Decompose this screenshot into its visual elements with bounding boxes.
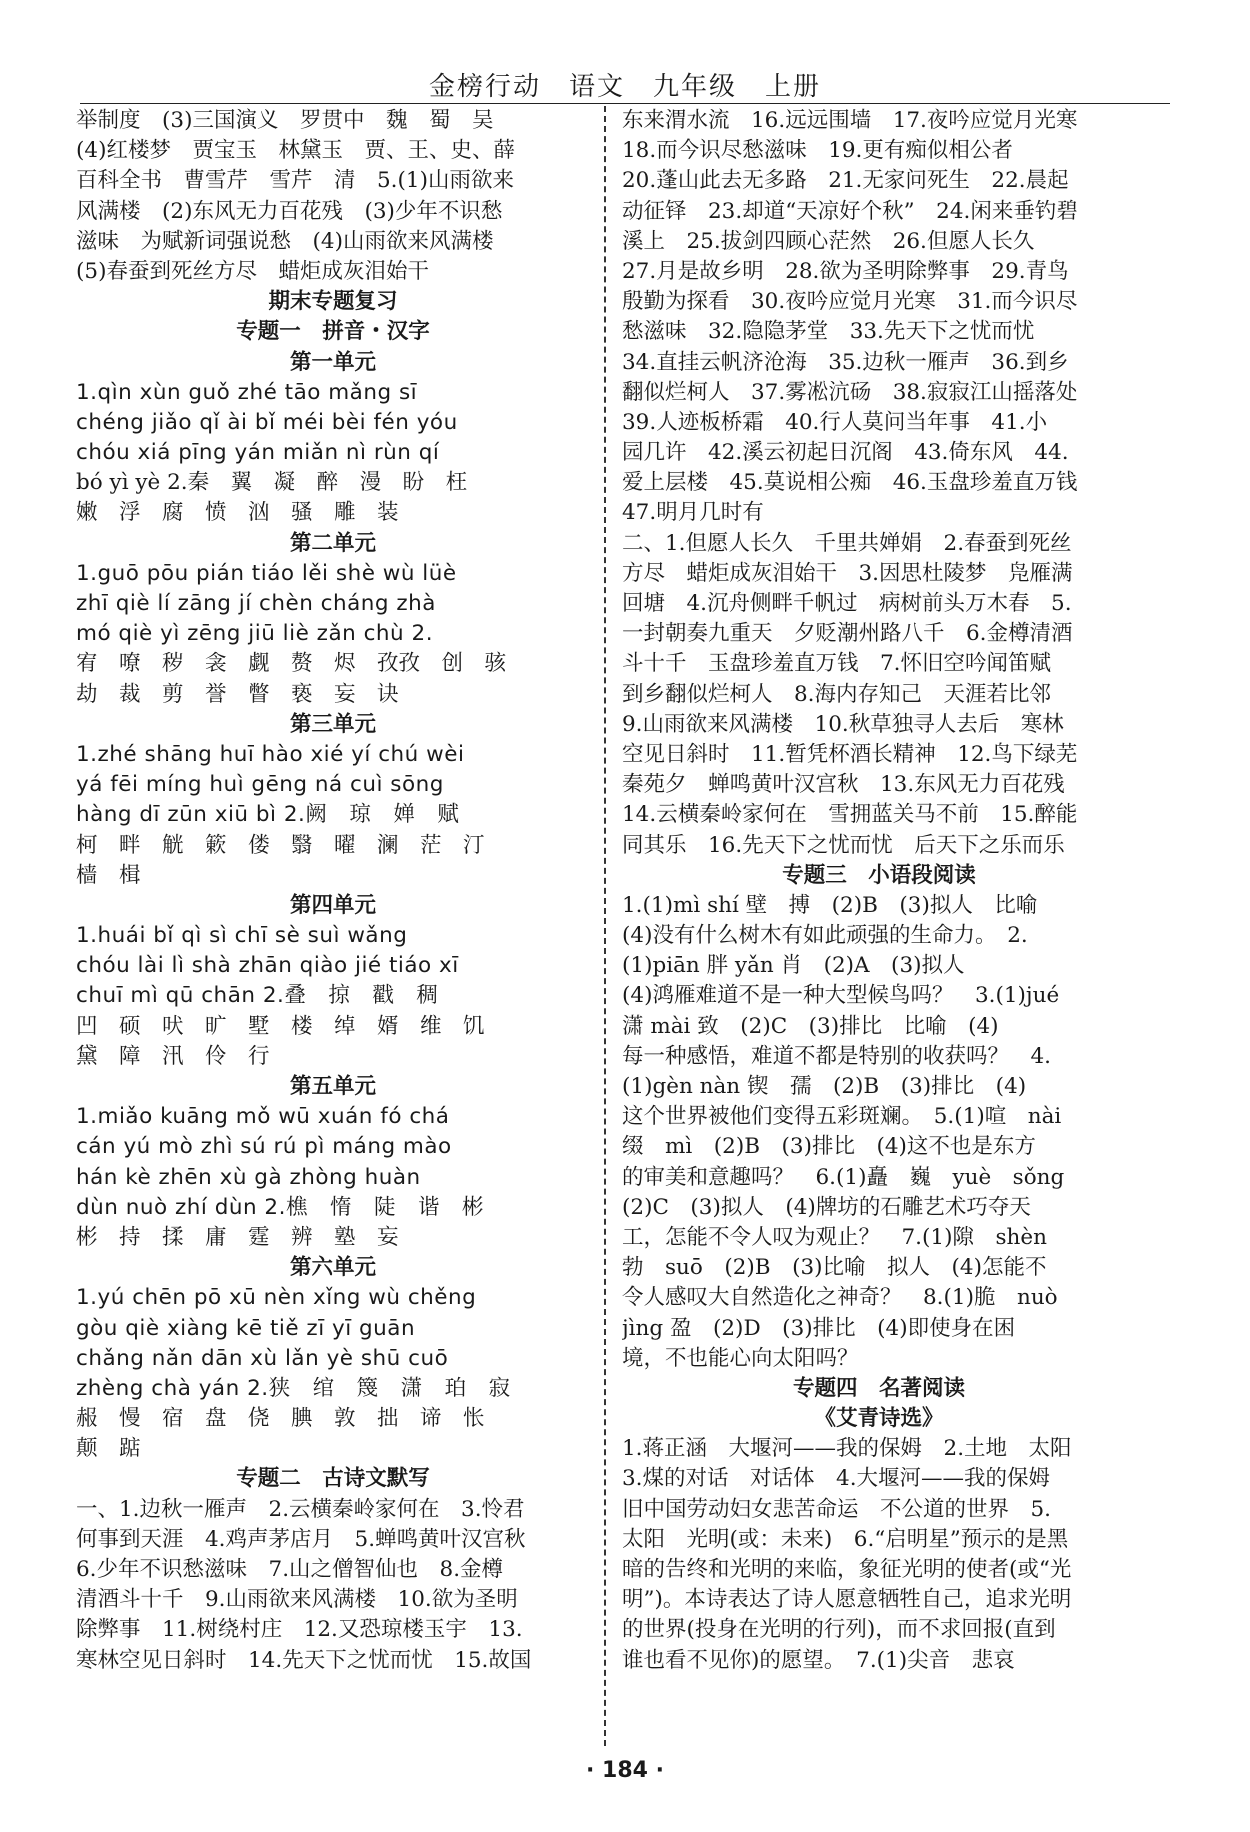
answer-line: 樯 楫 — [76, 862, 141, 888]
answer-line: (4)没有什么树木有如此顽强的生命力。 2. — [622, 923, 1028, 949]
answer-line: 1.guō pōu pián tiáo lěi shè wù lüè — [76, 560, 457, 586]
answer-line: 谁也看不见你)的愿望。 7.(1)尖音 悲哀 — [622, 1647, 1015, 1673]
answer-line: 暗的告终和光明的来临，象征光明的使者(或“光 — [622, 1557, 1072, 1582]
answer-line: 动征铎 23.却道“天凉好个秋” 24.闲来垂钓碧 — [622, 198, 1078, 224]
section-heading: 专题三 小语段阅读 — [782, 862, 976, 888]
answer-line: hán kè zhēn xù gà zhòng huàn — [76, 1164, 421, 1190]
answer-line: (1)piān 胖 yǎn 肖 (2)A (3)拟人 — [622, 953, 965, 979]
answer-line: chuī mì qū chān 2.叠 掠 戳 稠 — [76, 983, 439, 1009]
right-column — [622, 106, 1136, 1676]
answer-line: 这个世界被他们变得五彩斑斓。 5.(1)喧 nài — [622, 1104, 1062, 1130]
answer-line: 1.蒋正涵 大堰河——我的保姆 2.土地 太阳 — [622, 1436, 1072, 1462]
answer-line: bó yì yè 2.秦 翼 凝 醉 漫 盼 枉 — [76, 470, 468, 496]
answer-line: (5)春蚕到死丝方尽 蜡炬成灰泪始干 — [76, 258, 429, 284]
answer-line: chóu lài lì shà zhān qiào jié tiáo xī — [76, 953, 459, 979]
section-heading: 专题四 名著阅读 — [792, 1375, 965, 1401]
answer-line: 黛 障 汛 伶 行 — [76, 1043, 270, 1069]
answer-line: hàng dī zūn xiū bì 2.阙 琼 婵 赋 — [76, 802, 460, 828]
answer-line: 一、1.边秋一雁声 2.云横秦岭家何在 3.怜君 — [76, 1496, 525, 1522]
answer-line: 赧 慢 宿 盘 侥 腆 敦 拙 谛 怅 — [76, 1406, 485, 1432]
answer-line: 嫩 浮 腐 愤 汹 骚 雕 装 — [76, 500, 399, 526]
answer-line: 缀 mì (2)B (3)排比 (4)这不也是东方 — [622, 1134, 1036, 1160]
answer-line: 颠 踮 — [76, 1436, 141, 1462]
answer-line: 3.煤的对话 对话体 4.大堰河——我的保姆 — [622, 1466, 1051, 1492]
answer-line: 方尽 蜡炬成灰泪始干 3.因思杜陵梦 凫雁满 — [622, 560, 1073, 586]
answer-line: 令人感叹大自然造化之神奇？ 8.(1)脆 nuò — [622, 1285, 1058, 1311]
answer-line: cán yú mò zhì sú rú pì máng mào — [76, 1134, 452, 1160]
answer-line: 1.huái bǐ qì sì chī sè suì wǎng — [76, 923, 408, 949]
answer-line: 愁滋味 32.隐隐茅堂 33.先天下之忧而忧 — [622, 319, 1035, 345]
answer-line: mó qiè yì zēng jiū liè zǎn chù 2. — [76, 621, 434, 647]
section-heading: 《艾青诗选》 — [814, 1406, 944, 1432]
answer-line: 旧中国劳动妇女悲苦命运 不公道的世界 5. — [622, 1496, 1052, 1522]
page-number: · 184 · — [586, 1758, 664, 1783]
answer-line: jìng 盈 (2)D (3)排比 (4)即使身在困 — [622, 1315, 1016, 1341]
answer-line: 潇 mài 致 (2)C (3)排比 比喻 (4) — [622, 1013, 999, 1039]
answer-line: 47.明月几时有 — [622, 500, 764, 526]
answer-line: 溪上 25.拔剑四顾心茫然 26.但愿人长久 — [622, 228, 1035, 254]
section-heading: 专题一 拼音・汉字 — [236, 319, 430, 345]
answer-line: (2)C (3)拟人 (4)牌坊的石雕艺术巧夺天 — [622, 1194, 1031, 1220]
answer-line: 工，怎能不令人叹为观止？ 7.(1)隙 shèn — [622, 1224, 1047, 1250]
answer-line: 凹 硕 吠 旷 墅 楼 绰 婿 维 饥 — [76, 1013, 485, 1039]
answer-line: 百科全书 曹雪芹 雪芹 清 5.(1)山雨欲来 — [76, 168, 514, 194]
answer-line: chǎng nǎn dān xù lǎn yè shū cuō — [76, 1345, 449, 1371]
answer-line: 1.yú chēn pō xū nèn xǐng wù chěng — [76, 1285, 477, 1311]
answer-line: 柯 畔 觥 簌 偻 翳 曜 澜 茫 汀 — [76, 832, 485, 858]
answer-line: 二、1.但愿人长久 千里共婵娟 2.春蚕到死丝 — [622, 530, 1072, 556]
left-column — [76, 106, 590, 1676]
answer-line: 宥 嘹 秽 衾 觑 赘 烬 孜孜 创 骇 — [76, 651, 507, 677]
answer-line: zhī qiè lí zāng jí chèn cháng zhà — [76, 591, 436, 616]
answer-line: 的审美和意趣吗？ 6.(1)矗 巍 yuè sǒng — [622, 1164, 1065, 1190]
answer-line: 1.(1)mì shí 壁 搏 (2)B (3)拟人 比喻 — [622, 892, 1038, 918]
section-heading: 第一单元 — [289, 349, 376, 375]
column-divider — [604, 106, 606, 1746]
answer-line: 殷勤为探看 30.夜吟应觉月光寒 31.而今识尽 — [622, 289, 1078, 315]
section-heading: 第二单元 — [289, 530, 376, 556]
answer-line: (4)鸿雁难道不是一种大型候鸟吗？ 3.(1)jué — [622, 983, 1060, 1009]
answer-line: 18.而今识尽愁滋味 19.更有痴似相公者 — [622, 138, 1013, 164]
answer-line: 清酒斗十千 9.山雨欲来风满楼 10.欲为圣明 — [76, 1587, 518, 1613]
answer-line: 明”)。本诗表达了诗人愿意牺牲自己，追求光明 — [622, 1587, 1072, 1613]
answer-line: 20.蓬山此去无多路 21.无家问死生 22.晨起 — [622, 168, 1069, 194]
answer-line: 一封朝奏九重天 夕贬潮州路八千 6.金樽清酒 — [622, 621, 1073, 647]
answer-line: 东来渭水流 16.远远围墙 17.夜吟应觉月光寒 — [622, 108, 1078, 133]
answer-line: 斗十千 玉盘珍羞直万钱 7.怀旧空吟闻笛赋 — [622, 651, 1052, 677]
answer-line: 39.人迹板桥霜 40.行人莫问当年事 41.小 — [622, 409, 1048, 435]
section-heading: 第六单元 — [289, 1255, 376, 1281]
answer-line: 举制度 (3)三国演义 罗贯中 魏 蜀 吴 — [76, 108, 494, 133]
answer-line: (1)gèn nàn 锲 孺 (2)B (3)排比 (4) — [622, 1074, 1027, 1099]
answer-line: 27.月是故乡明 28.欲为圣明除弊事 29.青鸟 — [622, 258, 1069, 284]
section-heading: 期末专题复习 — [268, 289, 398, 315]
answer-line: 回塘 4.沉舟侧畔千帆过 病树前头万木春 5. — [622, 591, 1072, 616]
answer-line: zhèng chà yán 2.狭 绾 篾 潇 珀 寂 — [76, 1375, 511, 1401]
section-heading: 第三单元 — [289, 711, 376, 737]
answer-line: 6.少年不识愁滋味 7.山之僧智仙也 8.金樽 — [76, 1557, 504, 1582]
running-header: 金榜行动 语文 九年级 上册 — [428, 72, 821, 102]
section-heading: 第四单元 — [289, 892, 376, 918]
answer-line: 14.云横秦岭家何在 雪拥蓝关马不前 15.醉能 — [622, 802, 1078, 828]
answer-line: 34.直挂云帆济沧海 35.边秋一雁声 36.到乡 — [622, 349, 1069, 375]
answer-line: 勃 suō (2)B (3)比喻 拟人 (4)怎能不 — [622, 1255, 1047, 1281]
answer-line: 的世界(投身在光明的行列)，而不求回报(直到 — [622, 1617, 1056, 1643]
answer-line: 同其乐 16.先天下之忧而忧 后天下之乐而乐 — [622, 832, 1065, 858]
answer-line: 秦苑夕 蝉鸣黄叶汉宫秋 13.东风无力百花残 — [622, 772, 1065, 798]
answer-line: 寒林空见日斜时 14.先天下之忧而忧 15.故国 — [76, 1647, 532, 1673]
answer-line: 园几许 42.溪云初起日沉阁 43.倚东风 44. — [622, 440, 1069, 466]
answer-line: 1.qìn xùn guǒ zhé tāo mǎng sī — [76, 379, 418, 405]
answer-line: 风满楼 (2)东风无力百花残 (3)少年不识愁 — [76, 198, 503, 224]
answer-line: (4)红楼梦 贾宝玉 林黛玉 贾、王、史、薛 — [76, 138, 515, 164]
answer-line: dùn nuò zhí dùn 2.樵 惰 陡 谐 彬 — [76, 1194, 484, 1220]
answer-line: 彬 持 揉 庸 霆 辨 塾 妄 — [76, 1224, 399, 1250]
answer-line: gòu qiè xiàng kē tiě zī yī guān — [76, 1315, 416, 1341]
answer-line: 滋味 为赋新词强说愁 (4)山雨欲来风满楼 — [76, 228, 494, 254]
answer-line: 空见日斜时 11.暂凭杯酒长精神 12.鸟下绿芜 — [622, 741, 1078, 767]
answer-line: 境，不也能心向太阳吗？ — [622, 1345, 859, 1371]
answer-line: 9.山雨欲来风满楼 10.秋草独寻人去后 寒林 — [622, 711, 1064, 737]
section-heading: 专题二 古诗文默写 — [236, 1466, 430, 1492]
answer-line: chéng jiǎo qǐ ài bǐ méi bèi fén yóu — [76, 409, 458, 435]
header-rule — [80, 103, 1170, 104]
answer-line: 每一种感悟，难道不都是特别的收获吗？ 4. — [622, 1043, 1052, 1069]
answer-line: 除弊事 11.树绕村庄 12.又恐琼楼玉宇 13. — [76, 1617, 523, 1643]
answer-line: 翻似烂柯人 37.雾凇沆砀 38.寂寂江山摇落处 — [622, 379, 1078, 405]
answer-line: 爱上层楼 45.莫说相公痴 46.玉盘珍羞直万钱 — [622, 470, 1078, 496]
answer-line: 何事到天涯 4.鸡声茅店月 5.蝉鸣黄叶汉宫秋 — [76, 1526, 526, 1552]
answer-line: 劫 裁 剪 誉 瞥 亵 妄 诀 — [76, 681, 399, 707]
answer-line: 1.zhé shāng huī hào xié yí chú wèi — [76, 741, 465, 767]
section-heading: 第五单元 — [289, 1074, 376, 1099]
answer-line: yá fēi míng huì gēng ná cuì sōng — [76, 772, 444, 798]
answer-line: chóu xiá pīng yán miǎn nì rùn qí — [76, 440, 440, 466]
answer-line: 到乡翻似烂柯人 8.海内存知己 天涯若比邻 — [622, 681, 1052, 707]
answer-line: 1.miǎo kuāng mǒ wū xuán fó chá — [76, 1104, 450, 1130]
answer-line: 太阳 光明(或：未来) 6.“启明星”预示的是黑 — [622, 1526, 1069, 1552]
